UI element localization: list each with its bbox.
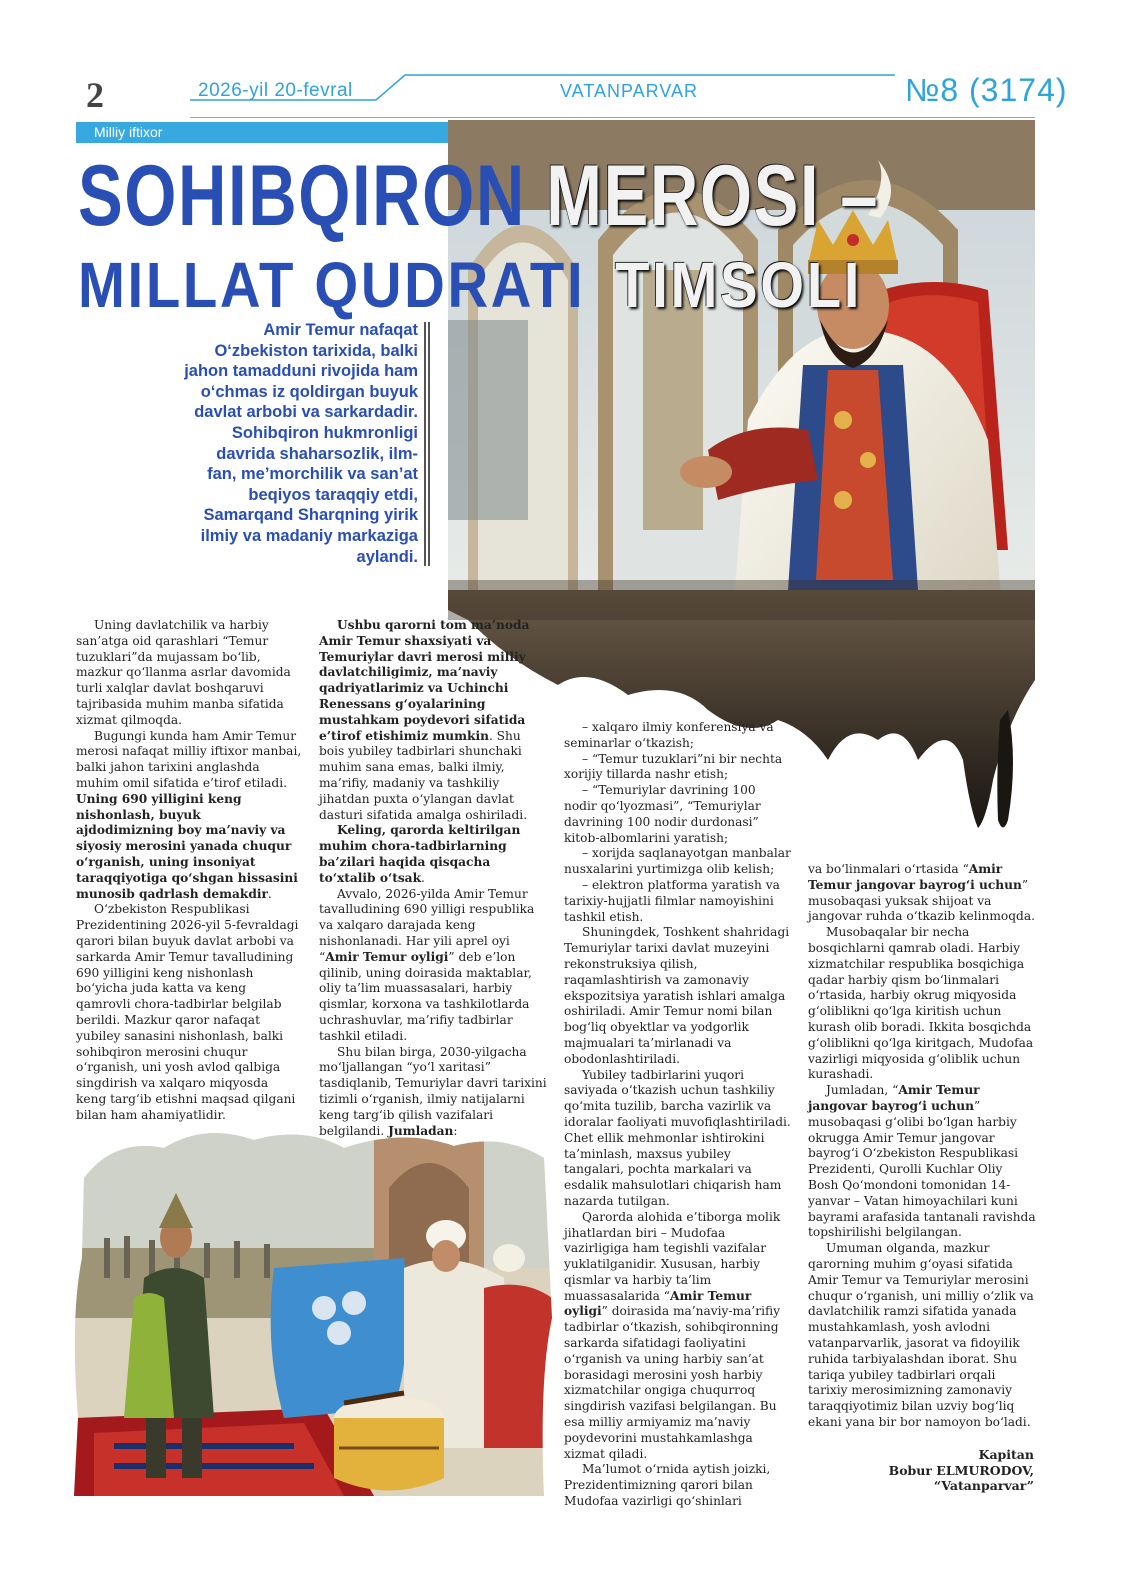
- lead-line: davrida shaharsozlik, ilm-: [216, 444, 418, 463]
- lead-line: Sohibqiron hukmronligi: [231, 423, 418, 442]
- headline-line-1-white: MEROSI –: [546, 148, 880, 244]
- article-column-1: [76, 618, 302, 1124]
- section-tag: Milliy iftixor: [76, 122, 448, 143]
- lead-line: Amir Temur nafaqat: [263, 321, 418, 339]
- ceremony-painting: [74, 1118, 552, 1496]
- lead-line: ilmiy va madaniy markaziga: [200, 526, 418, 545]
- lead-line: O‘zbekiston tarixida, balki: [214, 341, 418, 360]
- headline-line-1: [78, 146, 879, 246]
- paragraph: Ushbu qarorni tom ma’noda Amir Temur shaxsiyati va Temuriylar davri merosi milliy davlatchiligimiz, ma’naviy qadriyatlarimiz va Uchinchi Renessans g‘oyalarining mustahkam poydevori sifatida e’tirof etishimiz mumkin. Shu bois yubiley tadbirlari shunchaki muhim sana emas, balki ilmiy, ma’rifiy, madaniy va tashkiliy jihatdan puxta o‘ylangan davlat dasturi sifatida amalga oshiriladi.: [319, 618, 530, 822]
- list-item: – “Temuriylar davrining 100 nodir qo‘lyozmasi”, “Temuriylar davrining 100 nodir durdonasi” kitob-albomlarini yaratish;: [564, 783, 761, 845]
- lead-line: beqiyos taraqqiy etdi,: [248, 485, 418, 504]
- author-signature: [808, 1447, 1034, 1494]
- paragraph: Ma’lumot o‘rnida aytish joizki, Prezidentimizning qarori bilan Mudofaa vazirligi qo‘shinlari: [564, 1462, 771, 1509]
- paragraph: Qarorda alohida e’tiborga molik jihatlardan biri – Mudofaa vazirligiga ham tegishli vazifalar yuklatilganidir. Xususan, harbiy qismlar va harbiy ta’lim muassasalarida “Amir Temur oyligi” doirasida ma’naviy-ma’rifiy tadbirlar o‘tkazish, sohibqironning sarkarda sifatidagi faoliyatini o‘rganish va uning harbiy san’at borasidagi merosini yosh harbiy xizmatchilar ongiga chuqurroq singdirish vazifasi belgilangan. Bu esa milliy armiyamiz ma’naviy poydevorini mustahkamlashga xizmat qiladi.: [564, 1209, 781, 1461]
- paragraph: Avvalo, 2026-yilda Amir Temur tavalludining 690 yilligi respublika va xalqaro darajada keng nishonlanadi. Har yili aprel oyi “Amir Temur oyligi” deb e’lon qilinib, uning doirasida maktablar, oliy ta’lim muassasalari, harbiy qismlar, korxona va tashkilotlarda uchrashuvlar, ma’rifiy tadbirlar tashkil etiladi.: [319, 886, 535, 1043]
- list-item: – “Temur tuzuklari”ni bir nechta xorijiy tillarda nashr etish;: [564, 751, 783, 782]
- headline-line-2-blue: MILLAT QUDRATI: [78, 249, 586, 321]
- paragraph: Bugungi kunda ham Amir Temur merosi nafaqat milliy iftixor manbai, balki jahon tarixini anglashda muhim omil sifatida e’tirof etiladi. Uning 690 yilligini keng nishonlash, buyuk ajdodimizning boy ma’naviy va siyosiy merosini yanada chuqur o‘rganish, uning insoniyat taraqqiyotiga qo‘shgan hissasini munosib qadrlash demakdir.: [76, 728, 302, 901]
- lead-line: aylandi.: [356, 547, 418, 566]
- article-column-4: [808, 862, 1036, 1431]
- headline-line-2-white: TIMSOLI: [615, 249, 863, 321]
- author-name: Bobur ELMURODOV,: [888, 1462, 1034, 1478]
- list-item: – elektron platforma yaratish va tarixiy-hujjatli filmlar namoyishini tashkil etish.: [564, 877, 780, 924]
- paragraph: Umuman olganda, mazkur qarorning muhim g‘oyasi sifatida Amir Temur va Temuriylar merosini chuqur o‘rganish, uni milliy o‘zlik va davlatchilik ramzi sifatida yanada mustahkamlash, yosh avlodni vatanparvarlik, jasorat va fidoyilik ruhida tarbiyalashdan iborat. Shu tariqa yubiley tadbirlari orqali tarixiy merosimizning zamonaviy taraqqiyotimiz bilan uzviy bog‘liq ekani yana bir bor namoyon bo‘ladi.: [808, 1241, 1034, 1429]
- lead-line: jahon tamadduni rivojida ham: [184, 362, 418, 381]
- paragraph: va bo‘linmalari o‘rtasida “Amir Temur jangovar bayrog‘i uchun” musobaqasi yuksak shijoat va jangovar ruhda o‘tkazib kelinmoqda.: [808, 862, 1035, 924]
- issue-date: 2026-yil 20-fevral: [198, 80, 353, 101]
- paragraph: Uning davlatchilik va harbiy san’atga oid qarashlari “Temur tuzuklari”da mujassam bo‘lib, mazkur qo‘llanma asrlar davomida turli xalqlar davlat boshqaruvi tajribasida muhim manba sifatida xizmat qilmoqda.: [76, 618, 291, 727]
- lead-paragraph: [158, 320, 418, 567]
- article-column-2: [319, 618, 547, 1139]
- paragraph: Keling, qarorda keltirilgan muhim chora-tadbirlarning ba’zilari haqida qisqacha to‘xtalib o‘tsak.: [319, 823, 521, 885]
- author-paper: “Vatanparvar”: [933, 1478, 1034, 1493]
- list-item: – xorijda saqlanayotgan manbalar nusxalarini yurtimizga olib kelish;: [564, 846, 791, 877]
- issue-number: №8 (3174): [905, 72, 1068, 108]
- lead-divider: [424, 322, 430, 566]
- lead-line: davlat arbobi va sarkardadir.: [194, 403, 418, 422]
- newspaper-name: VATANPARVAR: [560, 81, 699, 101]
- author-rank: Kapitan: [978, 1447, 1034, 1462]
- paragraph: Shuningdek, Toshkent shahridagi Temuriylar tarixi davlat muzeyini rekonstruksiya qilish, raqamlashtirish va zamonaviy ekspozitsiya yaratish ishlari amalga oshiriladi. Amir Temur nomi bilan bog‘liq obyektlar va yodgorlik majmualari ta’mirlanadi va obodonlashtiriladi.: [564, 925, 790, 1066]
- paragraph: O‘zbekiston Respublikasi Prezidentining 2026-yil 5-fevraldagi qarori bilan buyuk davlat arbobi va sarkarda Amir Temur tavalludining 690 yilligini keng nishonlash bo‘yicha juda katta va keng qamrovli chora-tadbirlar belgilab berildi. Mazkur qaror nafaqat yubiley sanasini nishonlash, balki sohibqiron merosini chuqur o‘rganish, uni yosh avlod qalbiga singdirish va xalqaro miqyosda keng targ‘ib etishni maqsad qilgani bilan ham ahamiyatlidir.: [76, 902, 299, 1122]
- lead-line: Samarqand Sharqning yirik: [203, 506, 418, 525]
- headline-line-2: [78, 248, 862, 322]
- article-column-3: [564, 720, 792, 1510]
- paragraph: Yubiley tadbirlarini yuqori saviyada o‘tkazish uchun tashkiliy qo‘mita tuzilib, barcha vazirlik va idoralar faoliyati muvofiqlashtiriladi. Chet ellik mehmonlar ishtirokini ta’minlash, maxsus yubiley tangalari, pochta markalari va esdalik mahsulotlari chiqarish ham nazarda tutilgan.: [564, 1067, 791, 1208]
- list-item: – xalqaro ilmiy konferensiya va seminarlar o‘tkazish;: [564, 720, 774, 750]
- paragraph: Shu bilan birga, 2030-yilgacha mo‘ljallangan “yo‘l xaritasi” tasdiqlanib, Temuriylar davri tarixini tizimli o‘rganish, ilmiy natijalarni keng targ‘ib qilish vazifalari belgilandi. Jumladan:: [319, 1044, 547, 1138]
- headline-line-1-blue: SOHIBQIRON: [78, 148, 526, 244]
- lead-line: o‘chmas iz qoldirgan buyuk: [200, 382, 418, 401]
- page-number: 2: [86, 75, 104, 115]
- lead-line: fan, me’morchilik va san’at: [207, 465, 418, 484]
- paragraph: Musobaqalar bir necha bosqichlarni qamrab oladi. Harbiy xizmatchilar respublika bosqichiga qadar harbiy qism bo‘linmalari o‘rtasida, harbiy okrug miqyosida g‘oliblikni qo‘lga kiritish uchun kurash olib boradi. Ikkita bosqichda g‘oliblikni qo‘lga kiritgach, Mudofaa vazirligi miqyosida g‘oliblik uchun kurashadi.: [808, 925, 1034, 1082]
- paragraph: Jumladan, “Amir Temur jangovar bayrog‘i uchun” musobaqasi g‘olibi bo‘lgan harbiy okrugga Amir Temur jangovar bayrog‘i O‘zbekiston Respublikasi Prezidenti, Qurolli Kuchlar Oliy Bosh Qo‘mondoni tomonidan 14-yanvar – Vatan himoyachilari kuni bayrami arafasida tantanali ravishda topshirilishi belgilangan.: [808, 1083, 1036, 1240]
